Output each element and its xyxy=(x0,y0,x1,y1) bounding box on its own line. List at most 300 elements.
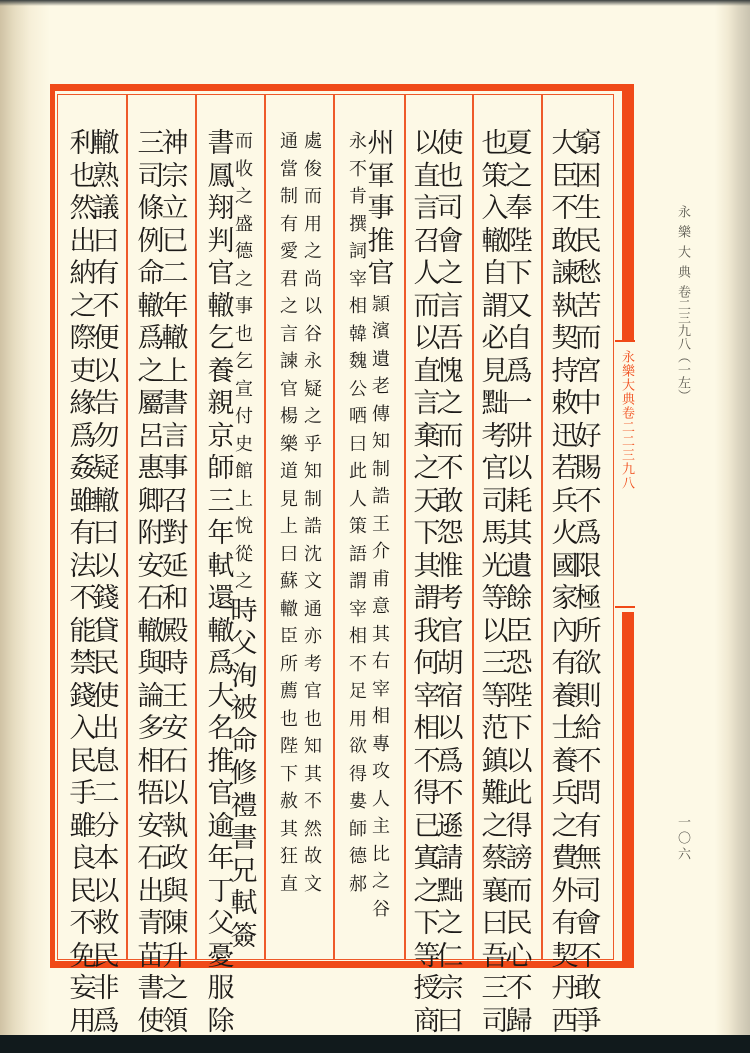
character: 下 xyxy=(505,713,533,744)
character: 神 xyxy=(161,128,189,159)
character: 谷 xyxy=(304,323,322,345)
margin-book-title xyxy=(672,205,692,402)
character: 之 xyxy=(413,453,441,484)
character: 三 xyxy=(481,973,509,1004)
character: 陛 xyxy=(505,225,533,257)
character: 襄 xyxy=(481,875,509,907)
character: 也 xyxy=(280,708,298,730)
character: 薦 xyxy=(280,681,298,702)
character: 手 xyxy=(69,778,97,809)
character: 意 xyxy=(372,596,390,617)
character: 好 xyxy=(574,420,602,452)
character: 事 xyxy=(235,296,253,317)
character: 謂 xyxy=(481,290,509,322)
character: 肯 xyxy=(349,186,367,207)
character: 之 xyxy=(481,810,509,842)
character: 契 xyxy=(551,940,579,972)
character: 時 xyxy=(230,595,258,627)
character: 公 xyxy=(349,378,367,400)
character: 黜 xyxy=(481,388,509,419)
character: 乎 xyxy=(304,433,322,455)
character: 王 xyxy=(372,513,390,535)
column-divider xyxy=(333,94,335,960)
character: 知 xyxy=(304,461,322,482)
character: 與 xyxy=(137,648,165,679)
character: 轍 xyxy=(92,128,120,159)
character: 推 xyxy=(207,745,235,777)
character: 轍 xyxy=(207,615,235,647)
character: 轍 xyxy=(207,290,235,322)
character: 陳 xyxy=(161,908,189,939)
character: 召 xyxy=(161,485,189,517)
character: 民 xyxy=(69,745,97,777)
character: 國 xyxy=(551,550,579,582)
character: 轍 xyxy=(280,598,298,620)
character: 呂 xyxy=(137,420,165,452)
character: 而 xyxy=(436,420,464,452)
character: 等 xyxy=(481,583,509,614)
character: 德 xyxy=(349,846,367,867)
character: 年 xyxy=(161,290,189,322)
character: 多 xyxy=(137,713,165,744)
character: 使 xyxy=(92,680,120,712)
character: 阱 xyxy=(505,420,533,452)
character: 天 xyxy=(413,485,441,517)
character: 上 xyxy=(235,488,253,510)
character: 內 xyxy=(551,615,579,647)
character: 遺 xyxy=(372,348,390,370)
character: 石 xyxy=(161,745,189,777)
character: 與 xyxy=(161,875,189,907)
character: 已 xyxy=(161,225,189,257)
character: 韓 xyxy=(349,323,367,345)
character: 執 xyxy=(161,810,189,842)
character: 對 xyxy=(161,518,189,549)
character: 以 xyxy=(92,355,120,387)
character: 婁 xyxy=(349,791,367,812)
character: 給 xyxy=(574,713,602,744)
character: 曰 xyxy=(92,225,120,257)
character: 貸 xyxy=(92,615,120,647)
character: 主 xyxy=(372,816,390,837)
character: 以 xyxy=(436,713,464,744)
character: 官 xyxy=(436,615,464,647)
character: 又 xyxy=(505,290,533,322)
column-divider xyxy=(126,94,128,960)
character: 濱 xyxy=(372,321,390,342)
character: 策 xyxy=(349,516,367,537)
character: 軾 xyxy=(230,888,258,919)
character: 卿 xyxy=(137,485,165,517)
character: 中 xyxy=(574,388,602,419)
character: 上 xyxy=(161,355,189,387)
character: 也 xyxy=(235,323,253,345)
character: 傳 xyxy=(372,403,390,425)
character: 時 xyxy=(161,648,189,679)
character: 謂 xyxy=(349,571,367,592)
character: 宰 xyxy=(372,678,390,700)
character: 妄 xyxy=(69,973,97,1004)
volume-label: 卷二三九八（一左） xyxy=(675,285,690,402)
character: 何 xyxy=(413,648,441,679)
text-column xyxy=(134,128,168,1037)
character: 臣 xyxy=(551,160,579,192)
text-column xyxy=(410,128,444,1037)
character: 不 xyxy=(349,653,367,675)
character: 不 xyxy=(304,791,322,812)
character: 官 xyxy=(207,258,235,289)
character: 直 xyxy=(280,873,298,895)
character: 極 xyxy=(574,583,602,614)
character: 奉 xyxy=(505,193,533,224)
character: 持 xyxy=(551,355,579,387)
character: 制 xyxy=(372,458,390,480)
character: 以 xyxy=(413,128,441,159)
character: 告 xyxy=(92,388,120,419)
character: 賜 xyxy=(574,453,602,484)
character: 爲 xyxy=(436,745,464,777)
page-number: 一〇六 xyxy=(675,815,690,863)
character: 附 xyxy=(137,518,165,549)
character: 宗 xyxy=(161,160,189,192)
character: 愧 xyxy=(436,355,464,387)
character: 仁 xyxy=(436,940,464,972)
column-divider xyxy=(541,94,543,960)
character: 之 xyxy=(304,241,322,262)
character: 有 xyxy=(69,518,97,549)
character: 事 xyxy=(367,193,395,224)
character: 謗 xyxy=(505,843,533,874)
character: 老 xyxy=(372,376,390,397)
character: 不 xyxy=(436,453,464,484)
character: 二 xyxy=(161,258,189,289)
character: 考 xyxy=(481,420,509,452)
character: 足 xyxy=(349,681,367,702)
character: 不 xyxy=(574,940,602,972)
character: 敢 xyxy=(574,973,602,1004)
character: 甫 xyxy=(372,568,390,590)
column-divider xyxy=(195,94,197,960)
character: 有 xyxy=(574,810,602,842)
character: 其 xyxy=(505,518,533,549)
character: 之 xyxy=(413,875,441,907)
character: 法 xyxy=(69,550,97,582)
character: 歸 xyxy=(505,1005,533,1037)
character: 良 xyxy=(69,843,97,874)
character: 知 xyxy=(372,431,390,452)
column-divider xyxy=(404,94,406,960)
character: 尚 xyxy=(304,268,322,290)
character: 轍 xyxy=(481,225,509,257)
character: 書 xyxy=(161,388,189,419)
character: 士 xyxy=(551,713,579,744)
character: 謂 xyxy=(413,583,441,614)
page-top-shadow xyxy=(0,0,750,6)
character: 便 xyxy=(92,323,120,354)
character: 兄 xyxy=(230,855,258,887)
character: 乞 xyxy=(207,323,235,354)
character: 永 xyxy=(349,131,367,152)
character: 也 xyxy=(481,128,509,159)
character: 人 xyxy=(372,788,390,810)
character: 養 xyxy=(551,745,579,777)
character: 此 xyxy=(505,778,533,809)
character: 宮 xyxy=(574,355,602,387)
character: 通 xyxy=(304,598,322,620)
character: 之 xyxy=(436,908,464,939)
character: 不 xyxy=(574,745,602,777)
character: 殿 xyxy=(161,615,189,647)
character: 亦 xyxy=(304,626,322,647)
character: 使 xyxy=(137,1005,165,1037)
character: 付 xyxy=(235,406,253,427)
character: 相 xyxy=(349,626,367,647)
character: 牾 xyxy=(137,778,165,809)
character: 而 xyxy=(304,186,322,207)
character: 不 xyxy=(69,908,97,939)
character: 宗 xyxy=(436,973,464,1004)
character: 悅 xyxy=(235,516,253,537)
character: 官 xyxy=(280,378,298,400)
character: 疑 xyxy=(304,378,322,400)
character: 敢 xyxy=(551,225,579,257)
character: 修 xyxy=(230,758,258,789)
character: 不 xyxy=(551,193,579,224)
character: 文 xyxy=(304,571,322,592)
character: 禮 xyxy=(230,790,258,822)
character: 丹 xyxy=(551,973,579,1004)
character: 錢 xyxy=(92,583,120,614)
character: 狂 xyxy=(280,846,298,867)
character: 生 xyxy=(574,193,602,224)
character: 兵 xyxy=(551,485,579,517)
character: 其 xyxy=(413,550,441,582)
character: 請 xyxy=(436,843,464,874)
character: 以 xyxy=(304,296,322,317)
character: 誥 xyxy=(304,516,322,537)
character: 下 xyxy=(413,518,441,549)
character: 以 xyxy=(161,778,189,809)
character: 范 xyxy=(481,713,509,744)
character: 之 xyxy=(137,355,165,387)
character: 遺 xyxy=(505,550,533,582)
character: 有 xyxy=(280,213,298,235)
character: 轍 xyxy=(161,323,189,354)
character: 一 xyxy=(505,388,533,419)
character: 德 xyxy=(235,241,253,262)
character: 吾 xyxy=(436,323,464,354)
character: 納 xyxy=(69,258,97,289)
character: 能 xyxy=(69,615,97,647)
character: 三 xyxy=(137,128,165,159)
character: 之 xyxy=(69,290,97,322)
character: 所 xyxy=(280,653,298,675)
character: 知 xyxy=(304,736,322,757)
character: 姦 xyxy=(69,453,97,484)
character: 之 xyxy=(551,810,579,842)
character: 若 xyxy=(551,453,579,484)
character: 鎮 xyxy=(481,745,509,777)
character: 勿 xyxy=(92,420,120,452)
character: 制 xyxy=(304,488,322,510)
character: 則 xyxy=(574,680,602,712)
character: 收 xyxy=(235,158,253,180)
character: 胡 xyxy=(436,648,464,679)
character: 永 xyxy=(304,351,322,372)
character: 苗 xyxy=(137,940,165,972)
character: 道 xyxy=(280,461,298,482)
character: 吾 xyxy=(481,940,509,972)
character: 處 xyxy=(304,131,322,152)
character: 推 xyxy=(367,225,395,257)
character: 敕 xyxy=(551,388,579,419)
character: 赦 xyxy=(280,791,298,812)
character: 司 xyxy=(574,875,602,907)
character: 父 xyxy=(230,628,258,659)
character: 蘇 xyxy=(280,571,298,592)
character: 其 xyxy=(304,763,322,785)
character: 以 xyxy=(505,745,533,777)
character: 逾 xyxy=(207,810,235,842)
character: 見 xyxy=(481,355,509,387)
character: 攻 xyxy=(372,761,390,782)
character: 等 xyxy=(481,680,509,712)
character: 曰 xyxy=(481,908,509,939)
character: 費 xyxy=(551,843,579,874)
character: 文 xyxy=(304,873,322,895)
character: 下 xyxy=(280,763,298,785)
character: 楊 xyxy=(280,406,298,427)
character: 命 xyxy=(230,725,258,757)
character: 誥 xyxy=(372,486,390,507)
character: 吏 xyxy=(69,355,97,387)
character: 樂 xyxy=(280,433,298,455)
character: 言 xyxy=(413,388,441,419)
character: 年 xyxy=(207,518,235,549)
character: 州 xyxy=(367,128,395,159)
character: 洵 xyxy=(230,660,258,692)
character: 爲 xyxy=(137,323,165,354)
character: 宰 xyxy=(413,680,441,712)
character: 以 xyxy=(92,550,120,582)
character: 事 xyxy=(161,453,189,484)
character: 服 xyxy=(207,973,235,1004)
character: 而 xyxy=(574,323,602,354)
character: 有 xyxy=(92,258,120,289)
character: 曰 xyxy=(92,518,120,549)
character: 京 xyxy=(207,420,235,452)
character: 之 xyxy=(372,871,390,892)
character: 爲 xyxy=(505,355,533,387)
character: 軾 xyxy=(207,550,235,582)
character: 諫 xyxy=(280,351,298,372)
character: 窮 xyxy=(574,128,602,159)
character: 不 xyxy=(574,485,602,517)
character: 寘 xyxy=(413,843,441,874)
character: 不 xyxy=(413,745,441,777)
character: 不 xyxy=(92,290,120,322)
character: 下 xyxy=(413,908,441,939)
text-column xyxy=(204,128,238,1037)
character: 之 xyxy=(161,973,189,1004)
character: 而 xyxy=(235,131,253,152)
character: 直 xyxy=(413,160,441,192)
character: 曰 xyxy=(349,433,367,455)
text-column xyxy=(548,128,582,1037)
character: 見 xyxy=(280,488,298,510)
character: 愛 xyxy=(280,241,298,262)
character: 爭 xyxy=(574,1005,602,1037)
character: 條 xyxy=(137,193,165,224)
character: 兵 xyxy=(551,778,579,809)
character: 相 xyxy=(372,706,390,727)
character: 餘 xyxy=(505,583,533,614)
character: 然 xyxy=(304,818,322,840)
character: 上 xyxy=(280,516,298,537)
character: 際 xyxy=(69,323,97,354)
character: 還 xyxy=(207,583,235,614)
character: 宰 xyxy=(349,598,367,620)
character: 用 xyxy=(304,213,322,235)
character: 相 xyxy=(137,745,165,777)
character: 三 xyxy=(481,648,509,679)
character: 乞 xyxy=(235,351,253,372)
character: 轍 xyxy=(137,290,165,322)
character: 雖 xyxy=(69,810,97,842)
character: 年 xyxy=(207,843,235,874)
character: 苦 xyxy=(574,290,602,322)
character: 延 xyxy=(161,550,189,582)
character: 會 xyxy=(574,908,602,939)
character: 限 xyxy=(574,550,602,582)
character: 和 xyxy=(161,583,189,614)
character: 雖 xyxy=(69,485,97,517)
character: 屬 xyxy=(137,388,165,419)
character: 當 xyxy=(280,158,298,180)
character: 以 xyxy=(481,615,509,647)
character: 專 xyxy=(372,733,390,755)
character: 怨 xyxy=(436,518,464,549)
character: 使 xyxy=(436,128,464,159)
character: 得 xyxy=(413,778,441,809)
character: 無 xyxy=(574,843,602,874)
character: 惟 xyxy=(436,550,464,582)
character: 敢 xyxy=(436,485,464,517)
character: 石 xyxy=(137,583,165,614)
character: 司 xyxy=(481,1005,509,1037)
character: 宣 xyxy=(235,378,253,400)
character: 語 xyxy=(349,543,367,565)
book-title: 永樂大典 xyxy=(675,205,690,285)
character: 之 xyxy=(304,406,322,427)
character: 也 xyxy=(304,708,322,730)
character: 言 xyxy=(161,420,189,452)
character: 養 xyxy=(207,355,235,387)
character: 馬 xyxy=(481,518,509,549)
character: 曰 xyxy=(280,543,298,565)
character: 政 xyxy=(161,843,189,874)
character: 館 xyxy=(235,461,253,482)
character: 轍 xyxy=(137,615,165,647)
character: 外 xyxy=(551,875,579,907)
character: 王 xyxy=(161,680,189,712)
character: 以 xyxy=(505,453,533,484)
character: 策 xyxy=(481,160,509,192)
character: 夏 xyxy=(505,128,533,159)
character: 三 xyxy=(207,485,235,517)
character: 之 xyxy=(436,388,464,419)
character: 利 xyxy=(69,128,97,159)
